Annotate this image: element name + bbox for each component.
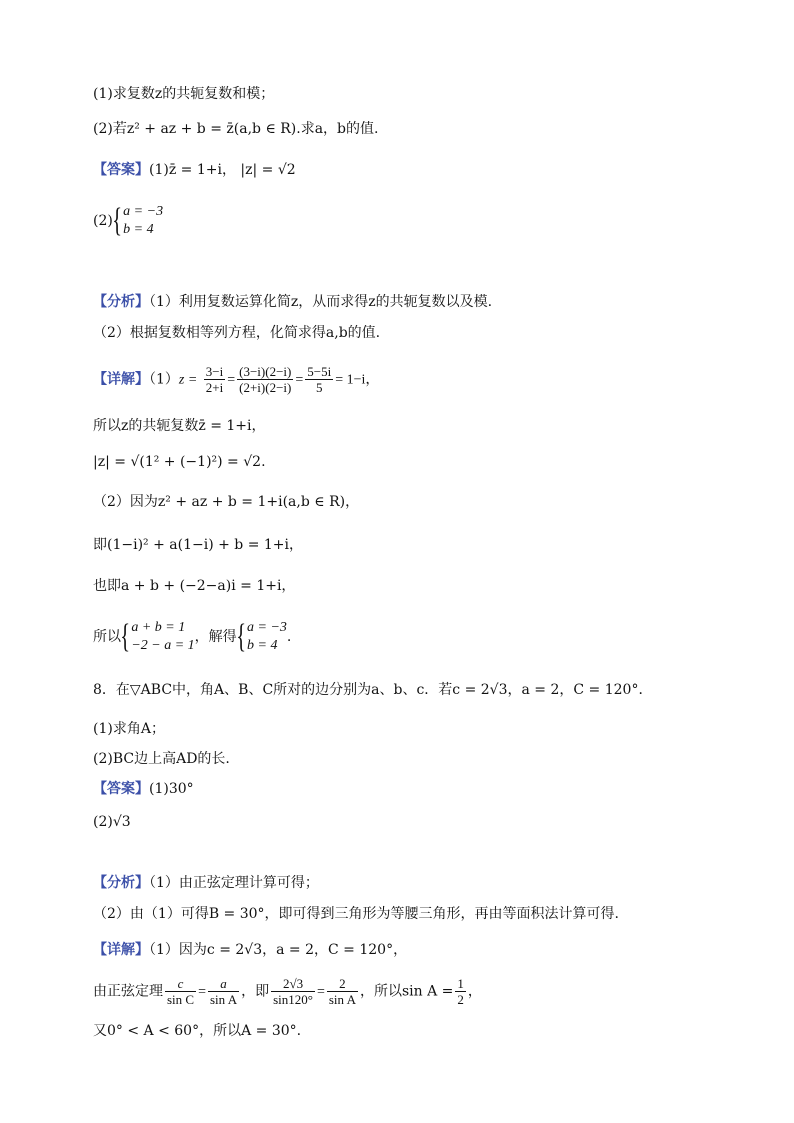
detail2-mid: ，即 xyxy=(241,983,270,1000)
left-brace: { xyxy=(120,618,131,655)
q7-detail7 xyxy=(93,619,291,655)
frac-c-den: sin C xyxy=(167,992,195,1007)
detail7-prefix: 所以 xyxy=(93,629,121,645)
q8-detail2: 由正弦定理 $\frac{c}{\text{sin C}}$ = $\frac{a}{\text{sin A}}$ ，即 $\frac{2√3}{\sin 120^\circ}$ = $\frac{2}{\text{sin A}}$ ，所以sin A = $\frac{1}{2}$ ， xyxy=(93,976,482,1007)
answer-tag: 【答案】 xyxy=(93,162,149,178)
detail-tag: 【详解】 xyxy=(93,942,149,958)
system-1-line1: a + b = 1 xyxy=(131,620,186,635)
q7-detail5: 即(1−i)² + a(1−i) + b = 1+i， xyxy=(93,537,304,553)
frac-2-den: (2+i)(2−i) xyxy=(239,380,292,395)
frac-3-den: 5 xyxy=(315,380,323,395)
left-brace: { xyxy=(112,202,122,239)
answer2-line2: b = 4 xyxy=(123,222,154,237)
q7-part1: (1)求复数z的共轭复数和模； xyxy=(93,86,275,102)
frac-a-den: sin A xyxy=(210,992,238,1007)
q8-detail1: （1）因为c = 2√3，a = 2，C = 120°， xyxy=(149,942,408,958)
frac-1-den: 2+i xyxy=(205,380,224,395)
frac-a-num: a xyxy=(208,976,239,992)
frac-2sqrt3-sin120 xyxy=(271,976,315,1007)
q7-answer1: (1)z̄ = 1+i， |z| = √2 xyxy=(149,162,296,178)
q8-stem: 8．在▽ABC中，角A、B、C所对的边分别为a、b、c．若c = 2√3，a = 2，C = 120°． xyxy=(93,682,653,698)
system-1 xyxy=(131,619,194,655)
q8-answer2: (2)√3 xyxy=(93,814,131,830)
detail1-prefix: （1） xyxy=(149,371,179,388)
q8-detail-line1 xyxy=(93,940,407,960)
system-2 xyxy=(247,619,287,655)
detail2-prefix: 由正弦定理 xyxy=(93,983,163,1000)
system-2-line1: a = −3 xyxy=(247,620,287,635)
answer2-system xyxy=(123,203,163,239)
detail1-z: z = xyxy=(178,372,198,388)
q8-answer-line xyxy=(93,779,194,799)
q7-analysis2: （2）根据复数相等列方程，化简求得a,b的值. xyxy=(93,325,381,341)
system-1-line2: −2 − a = 1 xyxy=(131,638,195,653)
q7-detail6: 也即a + b + (−2−a)i = 1+i， xyxy=(93,578,296,594)
q7-analysis-line1 xyxy=(93,292,492,312)
detail7-mid: ，解得 xyxy=(194,629,237,645)
q7-analysis1: （1）利用复数运算化简z，从而求得z的共轭复数以及模. xyxy=(149,294,493,310)
frac-1-num: 3−i xyxy=(205,364,224,379)
q8-analysis1: （1）由正弦定理计算可得； xyxy=(149,875,319,891)
frac-1-num: 1 xyxy=(457,976,464,991)
q8-analysis-line1 xyxy=(93,873,319,893)
analysis-tag: 【分析】 xyxy=(93,875,149,891)
detail2-mid2: ，所以sin A = xyxy=(359,983,454,1000)
frac-2-den: 2 xyxy=(457,992,464,1007)
frac-2-sinA xyxy=(327,976,358,1007)
answer-tag: 【答案】 xyxy=(93,781,149,797)
frac-a-sinA xyxy=(208,976,239,1007)
q7-answer-line xyxy=(93,160,296,180)
left-brace: { xyxy=(235,618,246,655)
frac-2 xyxy=(237,364,293,395)
frac-c-sinC xyxy=(165,976,196,1007)
frac-2-num: (3−i)(2−i) xyxy=(239,364,292,379)
q7-part2: (2)若z² + az + b = z̄(a,b ∈ R).求a，b的值. xyxy=(93,121,379,137)
detail7-end: . xyxy=(286,629,292,645)
q7-detail2: 所以z的共轭复数z̄ = 1+i， xyxy=(93,418,266,434)
frac-1-2 xyxy=(455,976,466,1007)
q7-answer2 xyxy=(93,203,163,239)
q8-detail3: 又0° < A < 60°，所以A = 30°. xyxy=(93,1023,302,1039)
q8-part1: (1)求角A； xyxy=(93,721,165,737)
system-2-line2: b = 4 xyxy=(247,638,278,653)
detail-tag: 【详解】 xyxy=(93,371,149,388)
frac-sin120-den: sin120° xyxy=(273,992,313,1007)
answer2-line1: a = −3 xyxy=(123,204,164,219)
frac-2sqrt3-num: 2√3 xyxy=(271,976,315,992)
q7-detail-line1: 【详解】（1）z = $\frac{3-i}{2+i}$ = $\frac{(3-i)(2-i)}{(2+i)(2-i)}$ = $\frac{5-5i}{5}$ = 1−i， xyxy=(93,364,380,395)
q8-answer1: (1)30° xyxy=(149,781,194,797)
frac-sinA-den: sin A xyxy=(328,992,356,1007)
analysis-tag: 【分析】 xyxy=(93,294,149,310)
detail1-end: = 1−i， xyxy=(335,372,380,388)
q7-detail3: |z| = √(1² + (−1)²) = √2. xyxy=(93,454,266,470)
answer2-prefix: (2) xyxy=(93,213,113,229)
q8-analysis2: （2）由（1）可得B = 30°，即可得到三角形为等腰三角形，再由等面积法计算可得. xyxy=(93,906,619,922)
frac-2-num: 2 xyxy=(327,976,358,992)
detail2-end: ， xyxy=(467,983,482,1000)
frac-3 xyxy=(305,364,333,395)
frac-c-num: c xyxy=(165,976,196,992)
frac-3-num: 5−5i xyxy=(307,364,332,379)
q7-detail4: （2）因为z² + az + b = 1+i(a,b ∈ R)， xyxy=(93,494,360,510)
q8-part2: (2)BC边上高AD的长. xyxy=(93,751,230,767)
frac-1 xyxy=(204,364,225,395)
